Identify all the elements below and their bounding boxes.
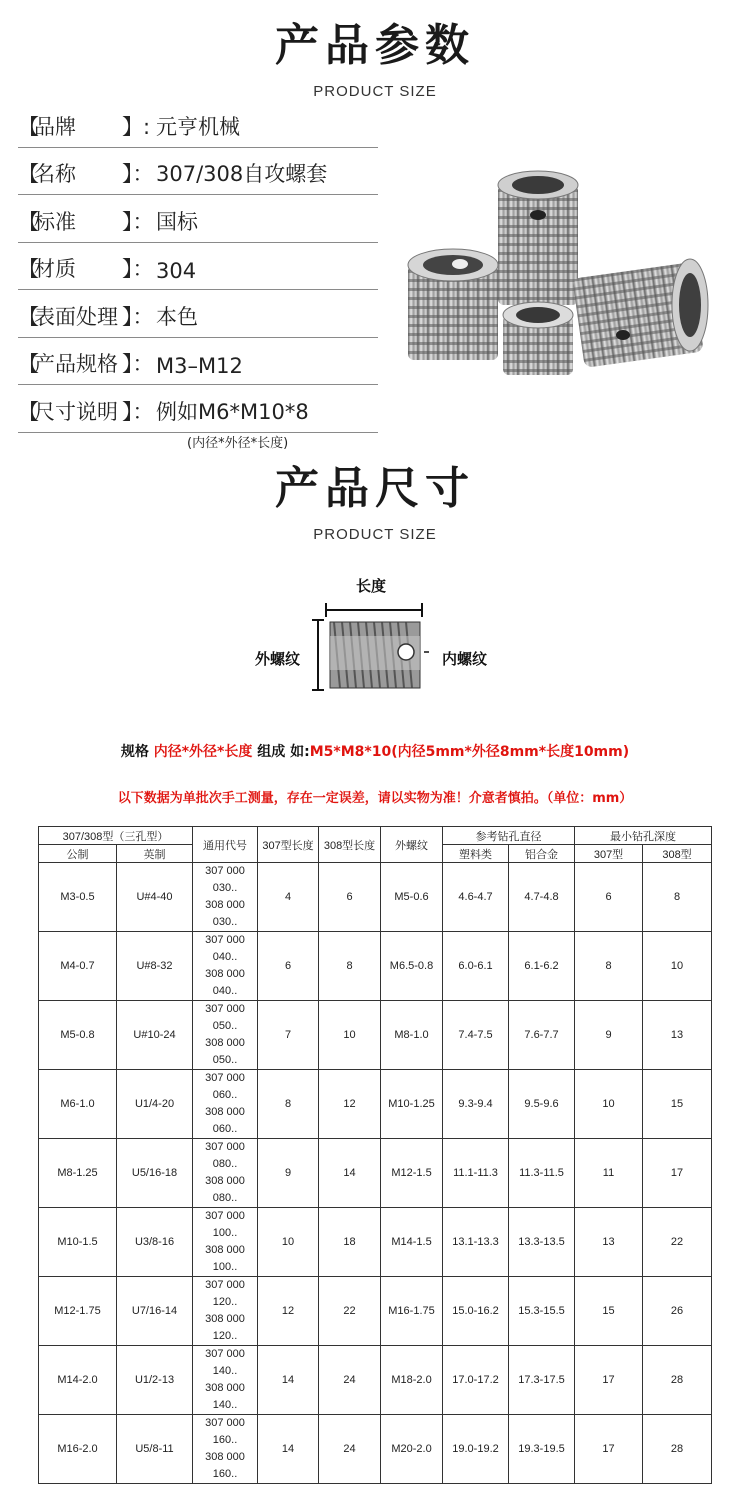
- code-line: 120..: [212, 1330, 238, 1342]
- cell-code: [193, 1415, 258, 1484]
- param-separator: [122, 253, 156, 283]
- cell-alloy: 7.6-7.7: [509, 1001, 575, 1070]
- code-line: 308 000: [205, 1037, 245, 1049]
- outer-thread-label: 外螺纹: [255, 650, 301, 668]
- inner-thread-label: 内螺纹: [442, 650, 488, 668]
- code-line: 040..: [212, 951, 238, 963]
- cell-outer: M18-2.0: [381, 1346, 443, 1415]
- bracket-right: 】: [122, 399, 133, 424]
- cell-imperial: U1/4-20: [117, 1070, 193, 1139]
- cell-d307: 17: [575, 1415, 643, 1484]
- param-row: [18, 385, 378, 433]
- cell-plastic: 17.0-17.2: [443, 1346, 509, 1415]
- code-line: 140..: [212, 1399, 238, 1411]
- insert-drawing: [310, 598, 430, 698]
- size-note: (内径*外径*长度): [187, 436, 289, 451]
- cell-d307: 13: [575, 1208, 643, 1277]
- cell-plastic: 15.0-16.2: [443, 1277, 509, 1346]
- table-row: [39, 1001, 712, 1070]
- spec-formula: [0, 741, 750, 761]
- header-imperial: 英制: [117, 845, 193, 863]
- header-d307: 307型: [575, 845, 643, 863]
- param-separator: [122, 301, 156, 331]
- table-row: [39, 1208, 712, 1277]
- spec-formula-text: 内径*外径*长度: [153, 744, 253, 760]
- code-line: 100..: [212, 1227, 238, 1239]
- param-row: [18, 243, 378, 291]
- cell-alloy: 13.3-13.5: [509, 1208, 575, 1277]
- code-line: 030..: [212, 882, 238, 894]
- param-row: [18, 195, 378, 243]
- dimension-diagram: [230, 570, 530, 710]
- code-line: 307 000: [205, 1003, 245, 1015]
- code-line: 030..: [212, 916, 238, 928]
- param-label: 产品规格: [34, 352, 118, 376]
- cell-code: [193, 1001, 258, 1070]
- code-line: 060..: [212, 1123, 238, 1135]
- param-value: 307/308自攻螺套: [156, 162, 328, 186]
- cell-code: [193, 1070, 258, 1139]
- cell-len307: 6: [258, 932, 319, 1001]
- cell-d307: 15: [575, 1277, 643, 1346]
- code-line: 308 000: [205, 1106, 245, 1118]
- param-value: 本色: [156, 304, 198, 329]
- bracket-right: 】: [122, 257, 133, 281]
- measurement-note: 以下数据为单批次手工测量，存在一定误差，请以实物为准！介意者慎拍。（单位：mm）: [117, 791, 633, 806]
- cell-code: [193, 1208, 258, 1277]
- header-metric: 公制: [39, 845, 117, 863]
- cell-metric: M12-1.75: [39, 1277, 117, 1346]
- param-colon: ：: [132, 162, 154, 186]
- cell-metric: M8-1.25: [39, 1139, 117, 1208]
- param-list: [18, 100, 378, 433]
- code-line: 307 000: [205, 1141, 245, 1153]
- cell-alloy: 15.3-15.5: [509, 1277, 575, 1346]
- cell-len308: 22: [319, 1277, 381, 1346]
- cell-alloy: 17.3-17.5: [509, 1346, 575, 1415]
- cell-outer: M14-1.5: [381, 1208, 443, 1277]
- cell-len308: 24: [319, 1346, 381, 1415]
- cell-d307: 9: [575, 1001, 643, 1070]
- code-line: 050..: [212, 1020, 238, 1032]
- header-len308: 308型长度: [319, 827, 381, 863]
- table-row: [39, 863, 712, 932]
- bracket-left: 【: [18, 114, 39, 139]
- cell-len307: 7: [258, 1001, 319, 1070]
- table-row: [39, 1346, 712, 1415]
- cell-metric: M16-2.0: [39, 1415, 117, 1484]
- code-line: 307 000: [205, 865, 245, 877]
- code-line: 050..: [212, 1054, 238, 1066]
- header-depth-group: 最小钻孔深度: [575, 827, 712, 845]
- cell-code: [193, 932, 258, 1001]
- spec-prefix: 规格: [120, 744, 154, 760]
- bracket-left: 【: [18, 162, 39, 186]
- params-title: 产品参数: [275, 20, 475, 71]
- table-row: [39, 1415, 712, 1484]
- cell-alloy: 4.7-4.8: [509, 863, 575, 932]
- cell-plastic: 4.6-4.7: [443, 863, 509, 932]
- param-separator: [122, 396, 156, 426]
- param-colon: ：: [132, 209, 154, 234]
- cell-len307: 14: [258, 1346, 319, 1415]
- cell-alloy: 9.5-9.6: [509, 1070, 575, 1139]
- cell-imperial: U7/16-14: [117, 1277, 193, 1346]
- code-line: 308 000: [205, 1244, 245, 1256]
- header-group-type: 307/308型（三孔型）: [39, 827, 193, 845]
- length-label: 长度: [356, 577, 387, 595]
- dimensions-subtitle: PRODUCT SIZE: [313, 526, 437, 543]
- param-label: 标准: [34, 209, 76, 234]
- cell-outer: M20-2.0: [381, 1415, 443, 1484]
- bracket-right: 】: [122, 114, 143, 139]
- cell-d308: 15: [643, 1070, 712, 1139]
- param-colon: ：: [132, 304, 154, 329]
- code-line: 120..: [212, 1296, 238, 1308]
- cell-len307: 10: [258, 1208, 319, 1277]
- cell-len308: 12: [319, 1070, 381, 1139]
- code-line: 307 000: [205, 1417, 245, 1429]
- param-value: 国标: [156, 209, 198, 234]
- code-line: 308 000: [205, 1451, 245, 1463]
- cell-outer: M10-1.25: [381, 1070, 443, 1139]
- cell-d307: 10: [575, 1070, 643, 1139]
- cell-outer: M8-1.0: [381, 1001, 443, 1070]
- cell-plastic: 13.1-13.3: [443, 1208, 509, 1277]
- table-row: [39, 932, 712, 1001]
- cell-code: [193, 1277, 258, 1346]
- cell-d308: 10: [643, 932, 712, 1001]
- cell-len308: 6: [319, 863, 381, 932]
- code-line: 307 000: [205, 934, 245, 946]
- cell-outer: M16-1.75: [381, 1277, 443, 1346]
- header-plastic: 塑料类: [443, 845, 509, 863]
- code-line: 308 000: [205, 1313, 245, 1325]
- header-code: 通用代号: [193, 827, 258, 863]
- cell-metric: M10-1.5: [39, 1208, 117, 1277]
- cell-len307: 14: [258, 1415, 319, 1484]
- cell-len308: 24: [319, 1415, 381, 1484]
- spec-mid: 组成 如:: [252, 744, 310, 760]
- param-value: 304: [156, 259, 197, 283]
- param-colon: :: [143, 114, 151, 139]
- code-line: 140..: [212, 1365, 238, 1377]
- cell-alloy: 6.1-6.2: [509, 932, 575, 1001]
- table-row: [39, 1139, 712, 1208]
- cell-d308: 26: [643, 1277, 712, 1346]
- cell-code: [193, 1139, 258, 1208]
- code-line: 308 000: [205, 1175, 245, 1187]
- cell-d308: 28: [643, 1415, 712, 1484]
- code-line: 080..: [212, 1192, 238, 1204]
- code-line: 308 000: [205, 968, 245, 980]
- cell-d307: 6: [575, 863, 643, 932]
- cell-code: [193, 1346, 258, 1415]
- product-photo: [398, 165, 718, 385]
- bracket-left: 【: [18, 209, 39, 234]
- cell-d308: 28: [643, 1346, 712, 1415]
- cell-len307: 12: [258, 1277, 319, 1346]
- cell-imperial: U#4-40: [117, 863, 193, 932]
- cell-d307: 8: [575, 932, 643, 1001]
- bracket-right: 】: [122, 352, 133, 376]
- param-separator: [122, 111, 156, 141]
- cell-alloy: 11.3-11.5: [509, 1139, 575, 1208]
- code-line: 307 000: [205, 1072, 245, 1084]
- param-colon: ：: [132, 352, 154, 376]
- code-line: 040..: [212, 985, 238, 997]
- param-separator: [122, 206, 156, 236]
- param-label: 表面处理: [34, 304, 118, 329]
- table-row: [39, 1277, 712, 1346]
- cell-imperial: U5/8-11: [117, 1415, 193, 1484]
- cell-metric: M4-0.7: [39, 932, 117, 1001]
- spec-table: [38, 826, 712, 1484]
- code-line: 080..: [212, 1158, 238, 1170]
- bracket-right: 】: [122, 162, 133, 186]
- param-colon: ：: [132, 399, 154, 424]
- cell-metric: M5-0.8: [39, 1001, 117, 1070]
- cell-imperial: U#10-24: [117, 1001, 193, 1070]
- cell-outer: M6.5-0.8: [381, 932, 443, 1001]
- param-row: [18, 290, 378, 338]
- cell-d308: 8: [643, 863, 712, 932]
- params-subtitle: PRODUCT SIZE: [313, 83, 437, 100]
- param-label: 品牌: [34, 114, 76, 139]
- code-line: 100..: [212, 1261, 238, 1273]
- param-value: 例如M6*M10*8: [156, 399, 309, 424]
- param-label: 材质: [34, 257, 76, 281]
- code-line: 307 000: [205, 1210, 245, 1222]
- cell-outer: M12-1.5: [381, 1139, 443, 1208]
- cell-metric: M14-2.0: [39, 1346, 117, 1415]
- cell-plastic: 19.0-19.2: [443, 1415, 509, 1484]
- bracket-left: 【: [18, 304, 39, 329]
- code-line: 307 000: [205, 1348, 245, 1360]
- cell-plastic: 6.0-6.1: [443, 932, 509, 1001]
- param-separator: [122, 348, 156, 378]
- cell-metric: M6-1.0: [39, 1070, 117, 1139]
- header-d308: 308型: [643, 845, 712, 863]
- param-row: [18, 148, 378, 196]
- cell-metric: M3-0.5: [39, 863, 117, 932]
- header-alloy: 铝合金: [509, 845, 575, 863]
- cell-plastic: 7.4-7.5: [443, 1001, 509, 1070]
- code-line: 160..: [212, 1434, 238, 1446]
- cell-imperial: U5/16-18: [117, 1139, 193, 1208]
- bracket-left: 【: [18, 257, 39, 281]
- table-row: [39, 1070, 712, 1139]
- cell-len307: 8: [258, 1070, 319, 1139]
- cell-outer: M5-0.6: [381, 863, 443, 932]
- code-line: 307 000: [205, 1279, 245, 1291]
- cell-d308: 17: [643, 1139, 712, 1208]
- bracket-right: 】: [122, 209, 133, 234]
- cell-len308: 18: [319, 1208, 381, 1277]
- code-line: 308 000: [205, 899, 245, 911]
- code-line: 060..: [212, 1089, 238, 1101]
- cell-d308: 13: [643, 1001, 712, 1070]
- spec-example: M5*M8*10(内径5mm*外径8mm*长度10mm): [309, 744, 630, 760]
- cell-alloy: 19.3-19.5: [509, 1415, 575, 1484]
- param-separator: [122, 158, 156, 188]
- cell-d308: 22: [643, 1208, 712, 1277]
- cell-len308: 10: [319, 1001, 381, 1070]
- spec-table-body: [39, 863, 712, 1484]
- cell-imperial: U#8-32: [117, 932, 193, 1001]
- header-len307: 307型长度: [258, 827, 319, 863]
- cell-len308: 8: [319, 932, 381, 1001]
- cell-plastic: 9.3-9.4: [443, 1070, 509, 1139]
- cell-plastic: 11.1-11.3: [443, 1139, 509, 1208]
- param-value: 元亨机械: [156, 114, 240, 139]
- cell-imperial: U1/2-13: [117, 1346, 193, 1415]
- cell-code: [193, 863, 258, 932]
- param-value: M3–M12: [156, 354, 243, 378]
- cell-d307: 17: [575, 1346, 643, 1415]
- param-row: [18, 338, 378, 386]
- param-colon: ：: [132, 257, 154, 281]
- header-outer: 外螺纹: [381, 827, 443, 863]
- cell-len307: 4: [258, 863, 319, 932]
- bracket-left: 【: [18, 352, 39, 376]
- code-line: 160..: [212, 1468, 238, 1480]
- param-row: [18, 100, 378, 148]
- cell-imperial: U3/8-16: [117, 1208, 193, 1277]
- param-label: 尺寸说明: [34, 399, 118, 424]
- dimensions-title: 产品尺寸: [275, 463, 475, 514]
- cell-len307: 9: [258, 1139, 319, 1208]
- cell-d307: 11: [575, 1139, 643, 1208]
- bracket-right: 】: [122, 304, 133, 329]
- bracket-left: 【: [18, 399, 39, 424]
- code-line: 308 000: [205, 1382, 245, 1394]
- cell-len308: 14: [319, 1139, 381, 1208]
- header-drill-group: 参考钻孔直径: [443, 827, 575, 845]
- param-label: 名称: [34, 162, 76, 186]
